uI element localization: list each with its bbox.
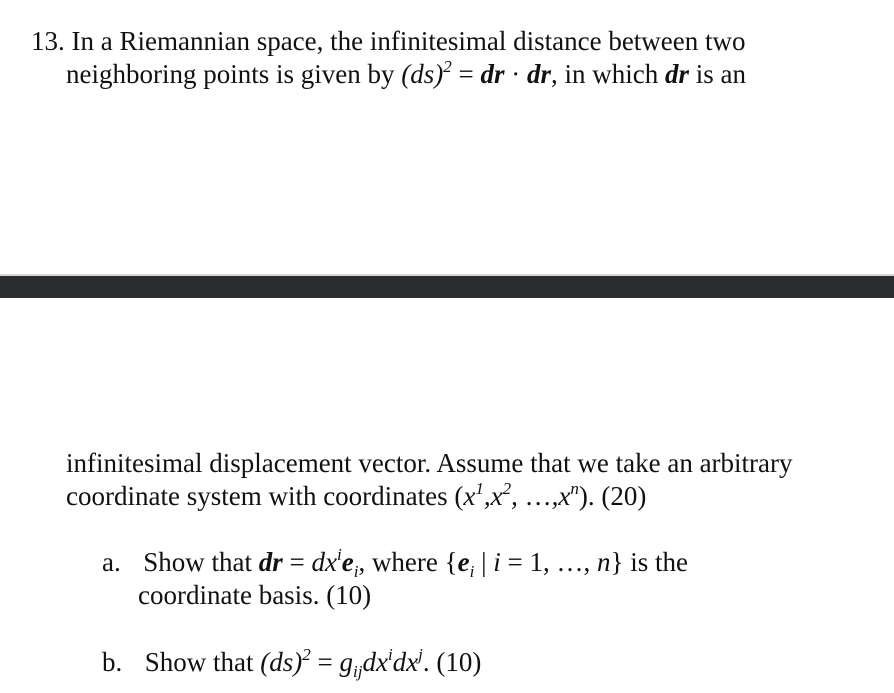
problem-number: 13. — [31, 26, 65, 56]
problem-text-line-2c: is an — [695, 59, 747, 89]
part-a-tail: is the — [630, 547, 688, 577]
dx-expr: $dx^ie_i$ — [311, 545, 359, 581]
part-b-tail: . (10) — [422, 647, 482, 677]
problem-text-line-4: coordinate system with coordinates — [66, 481, 448, 511]
problem-line-4 — [66, 480, 646, 513]
problem-text-line-1: In a Riemannian space, the infinitesimal distance between two — [71, 26, 746, 56]
part-b-label: b. — [102, 647, 123, 677]
part-a-line-1 — [102, 546, 688, 579]
problem-text-line-2a: neighboring points is given by — [66, 59, 395, 89]
dr-vector: dr — [526, 59, 551, 89]
equals-sign: = — [289, 547, 305, 577]
problem-text-line-3: infinitesimal displacement vector. Assume that we take an arbitrary — [66, 448, 793, 478]
part-a-line-2 — [138, 579, 371, 612]
equals-sign: = — [317, 647, 333, 677]
problem-text-line-2b: , in which — [551, 59, 659, 89]
dot-operator: · — [511, 59, 521, 89]
equals-sign: = — [458, 59, 474, 89]
part-b-text: Show that — [144, 647, 254, 677]
part-a-where: , where — [358, 547, 438, 577]
dr-vector: dr — [480, 59, 505, 89]
section-divider — [0, 276, 894, 298]
problem-line-3 — [66, 447, 793, 480]
dr-vector: dr — [258, 547, 283, 577]
part-b-line-1 — [102, 646, 481, 679]
problem-line-2 — [66, 58, 746, 91]
part-a-text-line-2: coordinate basis. (10) — [138, 580, 372, 610]
problem-line-1 — [31, 25, 746, 58]
part-a-text: Show that — [143, 547, 252, 577]
part-a-label: a. — [102, 547, 121, 577]
dr-vector: dr — [665, 59, 690, 89]
ds-squared-expr: (ds)$^2$ — [401, 57, 452, 89]
coordinate-tuple: ($x^1,x^2$, $\dots,x^n$). — [454, 479, 595, 511]
points-label: (20) — [601, 481, 647, 511]
ds-squared-expr: (ds)$^2$ — [260, 645, 311, 677]
basis-set: {$e_i$ | i = 1, …, n} — [444, 547, 624, 581]
metric-expr: $g_{ij}dx^idx^j$ — [339, 645, 423, 681]
